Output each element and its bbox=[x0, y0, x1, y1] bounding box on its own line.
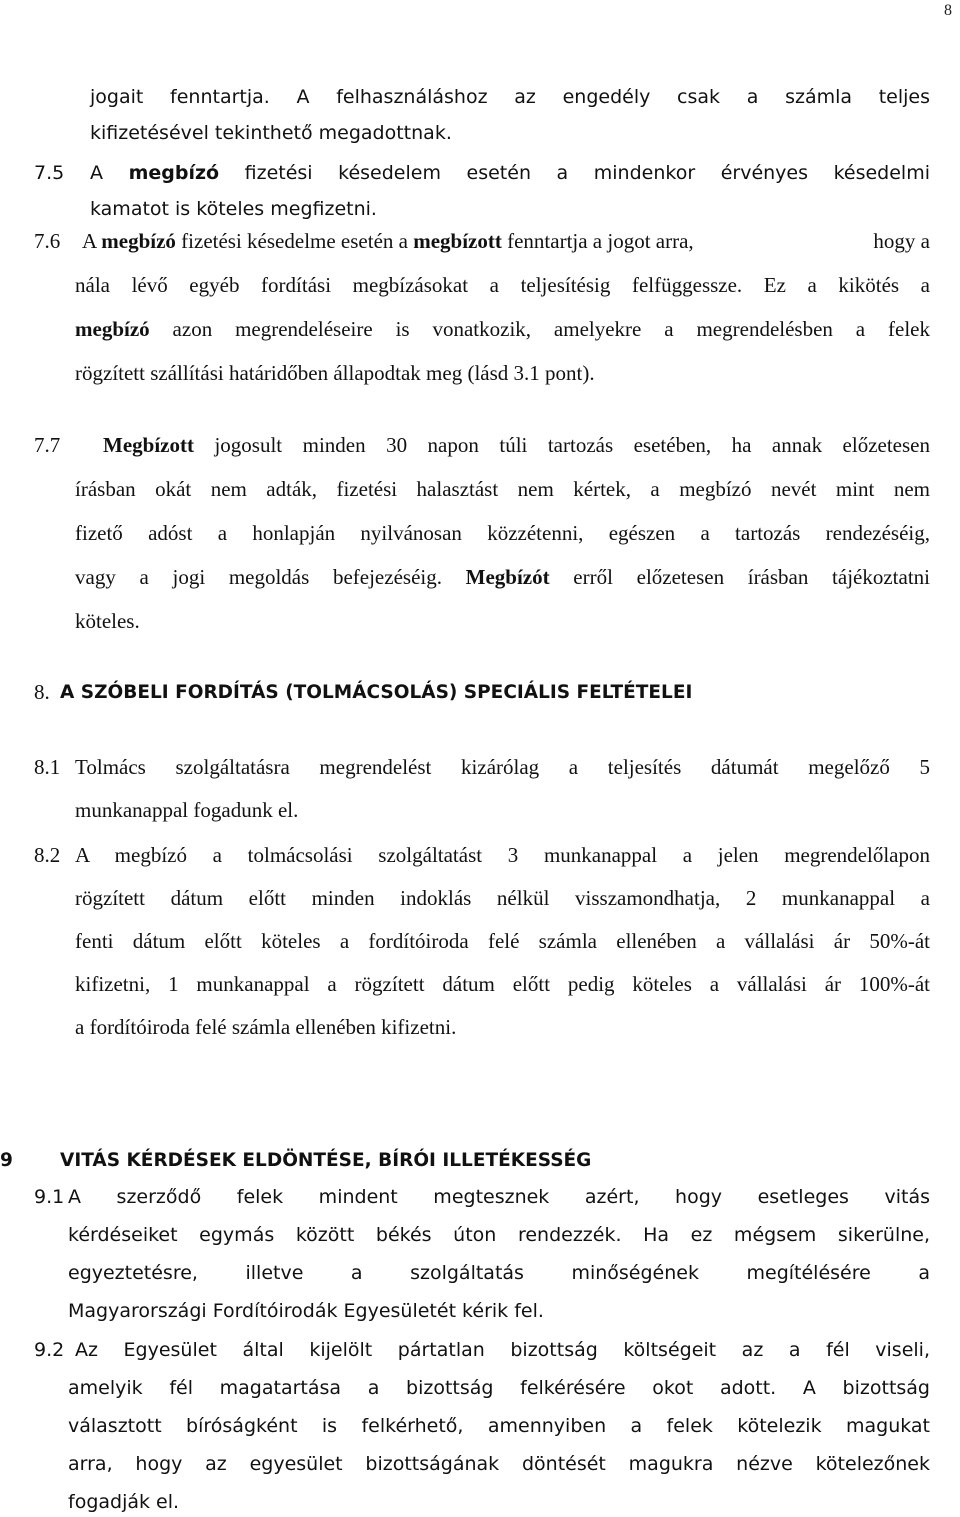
text-line: amelyik fél magatartása a bizottság felkérésére okot adott. A bizottság bbox=[68, 1377, 930, 1399]
text-span: fizetési késedelme esetén a bbox=[175, 229, 414, 253]
text-line bbox=[75, 565, 930, 590]
text-line: egyeztetésre, illetve a szolgáltatás minőségének megítélésére a bbox=[68, 1262, 930, 1284]
text-span: erről előzetesen írásban tájékoztatni bbox=[549, 565, 930, 589]
text-line: Tolmács szolgáltatásra megrendelést kizárólag a teljesítés dátumát megelőző 5 bbox=[75, 755, 930, 779]
bold-term: Megbízott bbox=[103, 433, 194, 457]
text-line: A megbízó a tolmácsolási szolgáltatást 3 munkanappal a jelen megrendelőlapon bbox=[75, 843, 930, 867]
bold-term: megbízó bbox=[101, 229, 176, 253]
bold-term: Megbízót bbox=[465, 565, 550, 589]
text-line: kifizetésével tekinthető megadottnak. bbox=[90, 122, 452, 144]
paragraph-number: 9.1 bbox=[34, 1186, 65, 1208]
paragraph-number: 7.5 bbox=[34, 162, 65, 184]
text-line: köteles. bbox=[75, 609, 140, 633]
text-span: vagy a jogi megoldás befejezéséig. bbox=[75, 565, 466, 589]
paragraph-number: 7.7 bbox=[34, 433, 61, 457]
text-span: A bbox=[90, 162, 129, 184]
text-line: munkanappal fogadunk el. bbox=[75, 798, 299, 822]
text-line: fenti dátum előtt köteles a fordítóiroda felé számla ellenében a vállalási ár 50%-át bbox=[75, 929, 930, 953]
text-span: hogy a bbox=[873, 229, 930, 253]
section-9-number: 9 bbox=[0, 1150, 13, 1171]
text-line: fizető adóst a honlapján nyilvánosan közzétenni, egészen a tartozás rendezéséig, bbox=[75, 521, 930, 545]
text-span: azon megrendeléseire is vonatkozik, amelyekre a megrendelésben a felek bbox=[149, 317, 930, 341]
text-line bbox=[90, 162, 930, 184]
text-line: választott bíróságként is felkérhető, amennyiben a felek kötelezik magukat bbox=[68, 1415, 930, 1437]
paragraph-number: 9.2 bbox=[34, 1339, 65, 1361]
section-9-title: VITÁS KÉRDÉSEK ELDÖNTÉSE, BÍRÓI ILLETÉKESSÉG bbox=[60, 1150, 592, 1171]
bold-term: megbízó bbox=[128, 162, 220, 184]
text-line: rögzített szállítási határidőben állapodtak meg (lásd 3.1 pont). bbox=[75, 361, 595, 385]
text-line: arra, hogy az egyesület bizottságának döntését magukra nézve kötelezőnek bbox=[68, 1453, 930, 1475]
text-span: fenntartja a jogot arra, bbox=[501, 229, 694, 253]
text-line: írásban okát nem adták, fizetési halasztást nem kértek, a megbízó nevét mint nem bbox=[75, 477, 930, 501]
bold-term: megbízott bbox=[413, 229, 502, 253]
text-line bbox=[82, 229, 930, 254]
text-line: jogait fenntartja. A felhasználáshoz az engedély csak a számla teljes bbox=[90, 86, 930, 108]
text-line: fogadják el. bbox=[68, 1491, 180, 1513]
text-line bbox=[103, 433, 930, 458]
bold-term: megbízó bbox=[75, 317, 150, 341]
paragraph-number: 7.6 bbox=[34, 229, 61, 253]
text-line: A szerződő felek mindent megtesznek azért, hogy esetleges vitás bbox=[68, 1186, 930, 1208]
text-span: A bbox=[82, 229, 102, 253]
text-line: Az Egyesület által kijelölt pártatlan bizottság költségeit az a fél viseli, bbox=[75, 1339, 930, 1361]
text-span: fizetési késedelem esetén a mindenkor érvényes késedelmi bbox=[219, 162, 930, 184]
paragraph-number: 8.2 bbox=[34, 843, 61, 867]
page-number: 8 bbox=[944, 2, 952, 19]
text-line bbox=[75, 317, 930, 342]
text-span: jogosult minden 30 napon túli tartozás esetében, ha annak előzetesen bbox=[193, 433, 930, 457]
text-line: Magyarországi Fordítóirodák Egyesületét kérik fel. bbox=[68, 1300, 544, 1322]
text-line: a fordítóiroda felé számla ellenében kifizetni. bbox=[75, 1015, 457, 1039]
section-8-title: A SZÓBELI FORDÍTÁS (TOLMÁCSOLÁS) SPECIÁLIS FELTÉTELEI bbox=[60, 682, 693, 703]
text-line: rögzített dátum előtt minden indoklás nélkül visszamondhatja, 2 munkanappal a bbox=[75, 886, 930, 910]
section-8-number: 8. bbox=[34, 680, 50, 704]
text-line: kifizetni, 1 munkanappal a rögzített dátum előtt pedig köteles a vállalási ár 100%-át bbox=[75, 972, 930, 996]
text-line: kamatot is köteles megfizetni. bbox=[90, 198, 377, 220]
text-line: kérdéseiket egymás között békés úton rendezzék. Ha ez mégsem sikerülne, bbox=[68, 1224, 930, 1246]
paragraph-number: 8.1 bbox=[34, 755, 61, 779]
text-line: nála lévő egyéb fordítási megbízásokat a teljesítésig felfüggessze. Ez a kikötés a bbox=[75, 273, 930, 297]
